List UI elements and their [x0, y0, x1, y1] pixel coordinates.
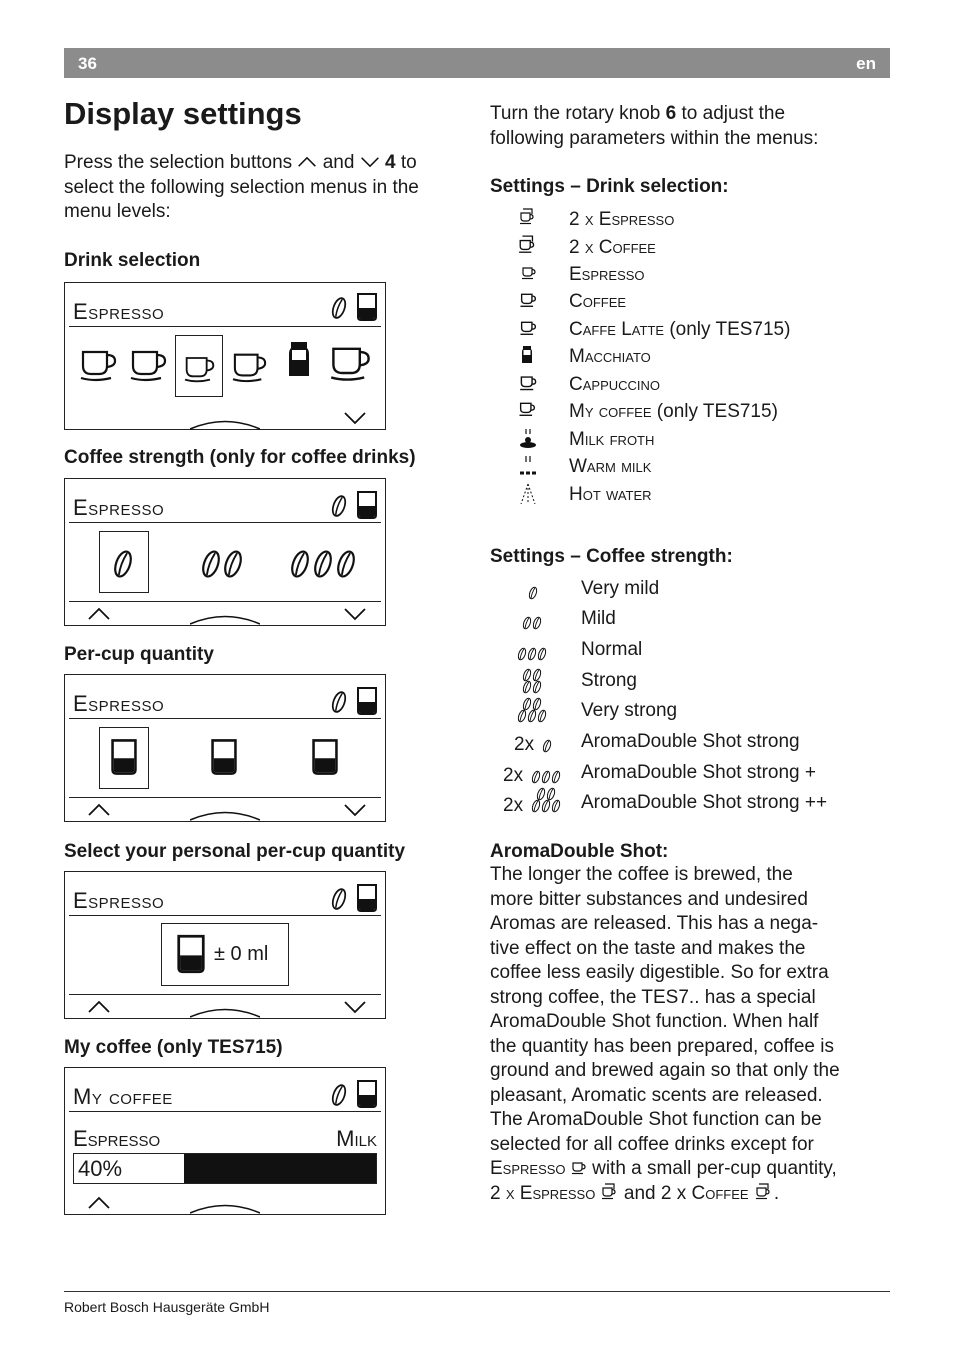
drink-item: 2 x Coffee: [569, 237, 656, 258]
drink-item: Espresso: [569, 264, 645, 285]
lcd-per-cup-quantity: [64, 674, 386, 822]
page-header-bar: [64, 48, 890, 78]
bean-icon: [531, 770, 541, 784]
ratio-bar-fill: [184, 1154, 376, 1183]
bean-icon: [542, 739, 552, 753]
double-prefix: 2x: [503, 765, 524, 786]
glass-icon: [356, 490, 378, 520]
glass-icon: [356, 883, 378, 913]
bean-icon: [541, 799, 551, 813]
strength-item: AromaDouble Shot strong +: [581, 762, 816, 783]
macchiato-glass-icon: [520, 345, 534, 365]
bean-icon: [313, 549, 333, 579]
bean-icon: [537, 709, 547, 723]
lcd-title: Espresso: [73, 691, 165, 716]
lcd-personal-quantity: [64, 871, 386, 1019]
intro-text: Press the selection buttons and 4 to select the following selection menus in the menu levels:: [64, 152, 419, 222]
drink-item: Macchiato: [569, 346, 651, 367]
quantity-value: ± 0 ml: [214, 943, 269, 965]
double-cup-icon: [601, 1183, 619, 1201]
bean-icon: [223, 549, 243, 579]
bean-icon: [517, 709, 527, 723]
cappuccino-cup-icon: [519, 374, 538, 392]
macchiato-glass-icon: [285, 337, 313, 383]
strength-item: AromaDouble Shot strong ++: [581, 792, 828, 813]
bean-icon: [331, 887, 347, 911]
lcd-title: Espresso: [73, 495, 165, 520]
strength-item: Normal: [581, 639, 643, 660]
strength-item: Mild: [581, 608, 616, 629]
chevron-down-icon: [343, 607, 367, 621]
double-prefix: 2x: [503, 795, 524, 816]
bean-icon: [551, 770, 561, 784]
chevron-down-icon: [360, 155, 380, 169]
strength-item: Very mild: [581, 578, 660, 599]
chevron-down-icon: [343, 411, 367, 425]
lcd-title: Espresso: [73, 888, 165, 913]
bean-icon: [522, 680, 532, 694]
drink-item: Caffe Latte (only TES715): [569, 319, 791, 340]
section-my-coffee: My coffee (only TES715): [64, 1037, 283, 1058]
double-cup-icon: [519, 208, 537, 226]
strength-settings-heading: Settings – Coffee strength:: [490, 546, 733, 567]
glass-icon: [356, 686, 378, 716]
glass-small-icon: [110, 737, 138, 777]
section-coffee-strength: Coffee strength (only for coffee drinks): [64, 447, 416, 468]
footer-divider: [64, 1291, 890, 1292]
ratio-value: 40%: [78, 1156, 123, 1181]
bean-icon: [551, 799, 561, 813]
strength-item: Strong: [581, 670, 637, 691]
cup-icon: [519, 292, 538, 308]
bean-icon: [531, 799, 541, 813]
strength-list: [490, 576, 890, 816]
bean-icon: [331, 690, 347, 714]
glass-icon: [356, 1079, 378, 1109]
strength-item: AromaDouble Shot strong: [581, 731, 800, 752]
bean-icon: [331, 494, 347, 518]
section-drink-selection: Drink selection: [64, 250, 201, 271]
drink-settings-heading: Settings – Drink selection:: [490, 176, 729, 197]
cup-icon: [521, 266, 537, 280]
double-cup-icon: [754, 1183, 774, 1201]
ratio-bar: [73, 1153, 377, 1184]
footer-text: Robert Bosch Hausgeräte GmbH: [64, 1299, 270, 1315]
warm-milk-icon: [518, 455, 538, 477]
chevron-up-icon: [87, 607, 111, 621]
lcd-drink-selection: [64, 282, 386, 430]
double-cup-icon: [129, 345, 169, 383]
hot-water-icon: [518, 482, 538, 506]
aromadouble-heading: AromaDouble Shot:: [490, 841, 669, 862]
bean-icon: [532, 616, 542, 630]
latte-cup-icon: [519, 320, 538, 336]
arc-decoration: [190, 809, 260, 821]
glass-medium-icon: [210, 737, 238, 777]
bean-icon: [528, 586, 538, 600]
bean-icon: [537, 647, 547, 661]
chevron-up-icon: [87, 1000, 111, 1014]
chevron-up-icon: [297, 155, 317, 169]
arc-decoration: [190, 1006, 260, 1018]
double-cup-icon: [517, 235, 539, 255]
drink-item: Cappuccino: [569, 374, 661, 395]
bean-icon: [201, 549, 221, 579]
drink-item: My coffee (only TES715): [569, 401, 778, 422]
page-number: 36: [78, 54, 97, 73]
my-coffee-cup-icon: [518, 401, 537, 417]
arc-decoration: [190, 613, 260, 625]
bean-icon: [331, 1083, 347, 1107]
chevron-down-icon: [343, 803, 367, 817]
right-intro: Turn the rotary knob 6 to adjust the following parameters within the menus:: [490, 103, 819, 149]
glass-large-icon: [311, 737, 339, 777]
language-code: en: [856, 54, 876, 73]
chevron-up-icon: [87, 803, 111, 817]
bean-icon: [336, 549, 356, 579]
bean-icon: [290, 549, 310, 579]
bean-icon: [113, 549, 133, 579]
cappuccino-cup-icon: [329, 341, 373, 383]
bean-icon: [527, 647, 537, 661]
lcd-title: My coffee: [73, 1084, 173, 1109]
chevron-down-icon: [343, 1000, 367, 1014]
cup-icon: [571, 1161, 587, 1175]
lcd-coffee-strength: [64, 478, 386, 626]
strength-item: Very strong: [581, 700, 678, 721]
glass-icon: [356, 292, 378, 322]
drink-item: Milk froth: [569, 429, 655, 450]
aromadouble-text: The longer the coffee is brewed, the more bitter substances and undesired Aromas are released. This has a nega- tive effect on the taste and makes the coffee less easily digestible. So for extra strong coffee, the TES7.. has a special AromaDouble Shot function. When half the quantity has been prepared, coffee is ground and brewed again so that only the pleasant, Aromatic scents are released. The AromaDouble Shot function can be selected for all coffee drinks except for Espresso with a small per-cup quantity, 2 x Espresso and 2 x Coffee .: [490, 864, 840, 1204]
espresso-label: Espresso: [73, 1126, 161, 1151]
quantity-box: [161, 923, 289, 986]
section-per-cup-quantity: Per-cup quantity: [64, 644, 214, 665]
cup-icon: [183, 353, 217, 383]
lcd-title: Espresso: [73, 299, 165, 324]
drink-item: 2 x Espresso: [569, 209, 675, 230]
lcd-my-coffee: [64, 1067, 386, 1215]
bean-icon: [522, 616, 532, 630]
drink-item: Coffee: [569, 291, 627, 312]
page-title: Display settings: [64, 96, 302, 131]
cup-icon: [231, 349, 269, 383]
milk-froth-icon: [518, 428, 538, 450]
bean-icon: [517, 647, 527, 661]
glass-icon: [176, 933, 206, 975]
drink-item: Warm milk: [569, 456, 652, 477]
bean-icon: [331, 296, 347, 320]
section-personal-quantity: Select your personal per-cup quantity: [64, 841, 406, 862]
bean-icon: [541, 770, 551, 784]
drink-item: Hot water: [569, 484, 652, 505]
bean-icon: [527, 709, 537, 723]
double-prefix: 2x: [514, 734, 535, 755]
milk-label: Milk: [336, 1126, 377, 1151]
double-cup-icon: [79, 345, 119, 383]
bean-icon: [532, 680, 542, 694]
chevron-up-icon: [87, 1196, 111, 1210]
arc-decoration: [190, 418, 260, 430]
arc-decoration: [190, 1202, 260, 1214]
